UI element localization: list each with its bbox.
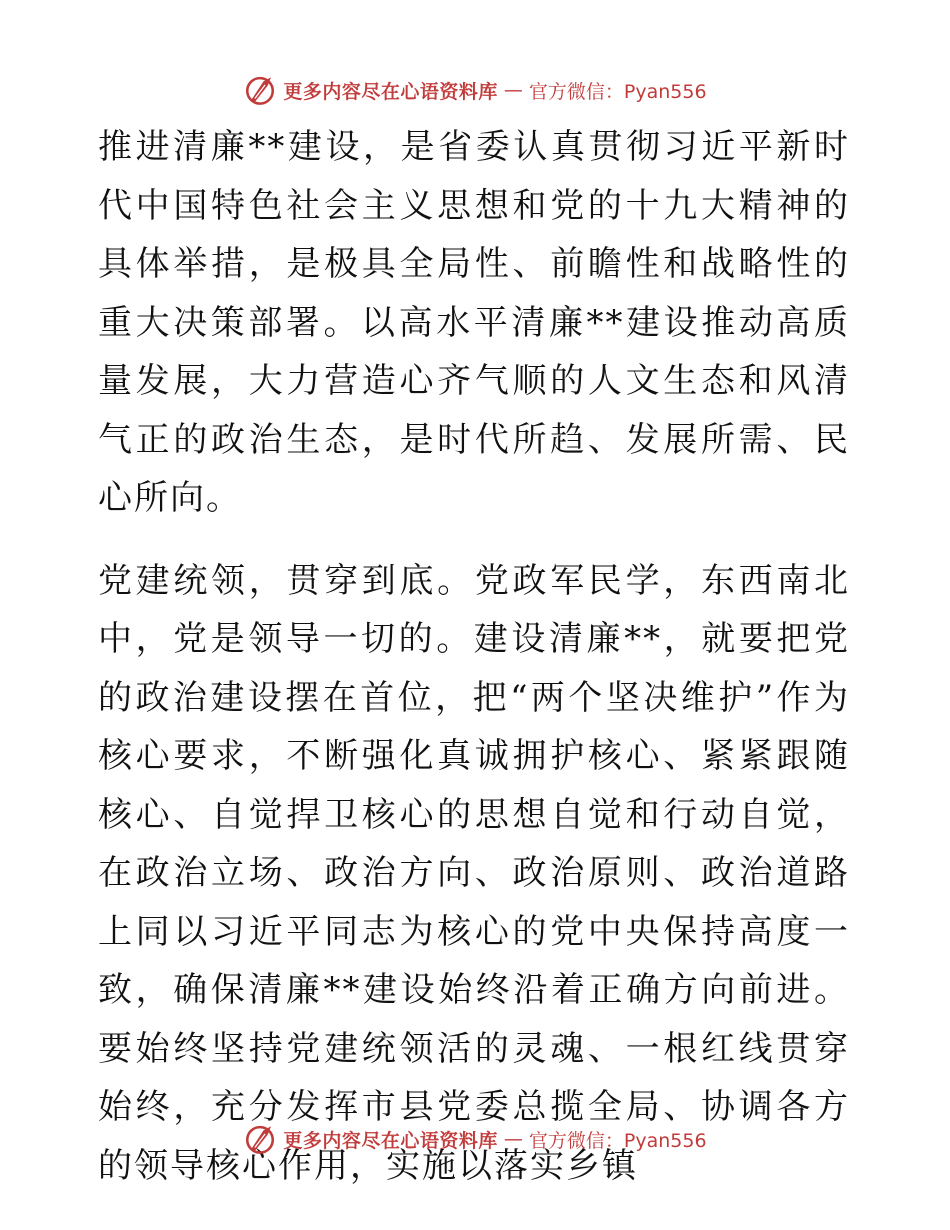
header-watermark-banner bbox=[0, 70, 950, 110]
quill-pen-logo-icon bbox=[243, 73, 277, 107]
paragraph-1: 推进清廉**建设，是省委认真贯彻习近平新时代中国特色社会主义思想和党的十九大精神的具体举措，是极具全局性、前瞻性和战略性的重大决策部署。以高水平清廉**建设推动高质量发展，大力营造心齐气顺的人文生态和风清气正的政治生态，是时代所趋、发展所需、民心所向。 bbox=[98, 127, 850, 518]
paragraph-2: 党建统领，贯穿到底。党政军民学，东西南北中，党是领导一切的。建设清廉**，就要把党的政治建设摆在首位，把“两个坚决维护”作为核心要求，不断强化真诚拥护核心、紧紧跟随核心、自觉捍卫核心的思想自觉和行动自觉，在政治立场、政治方向、政治原则、政治道路上同以习近平同志为核心的党中央保持高度一致，确保清廉**建设始终沿着正确方向前进。要始终坚持党建统领活的灵魂、一根红线贯穿始终，充分发挥市县党委总揽全局、协调各方的领导核心作用，实施以落实乡镇 bbox=[98, 560, 850, 1186]
footer-watermark-banner bbox=[0, 1119, 950, 1159]
banner-site-text: 更多内容尽在心语资料库 bbox=[283, 80, 498, 103]
banner-site-text: 更多内容尽在心语资料库 bbox=[283, 1129, 498, 1152]
quill-pen-logo-icon bbox=[243, 1122, 277, 1156]
banner-separator: — bbox=[503, 1128, 523, 1150]
document-body bbox=[98, 118, 850, 1195]
banner-contact-text: 官方微信：Pyan556 bbox=[528, 1129, 707, 1152]
banner-contact-text: 官方微信：Pyan556 bbox=[528, 80, 707, 103]
banner-separator: — bbox=[503, 79, 523, 101]
